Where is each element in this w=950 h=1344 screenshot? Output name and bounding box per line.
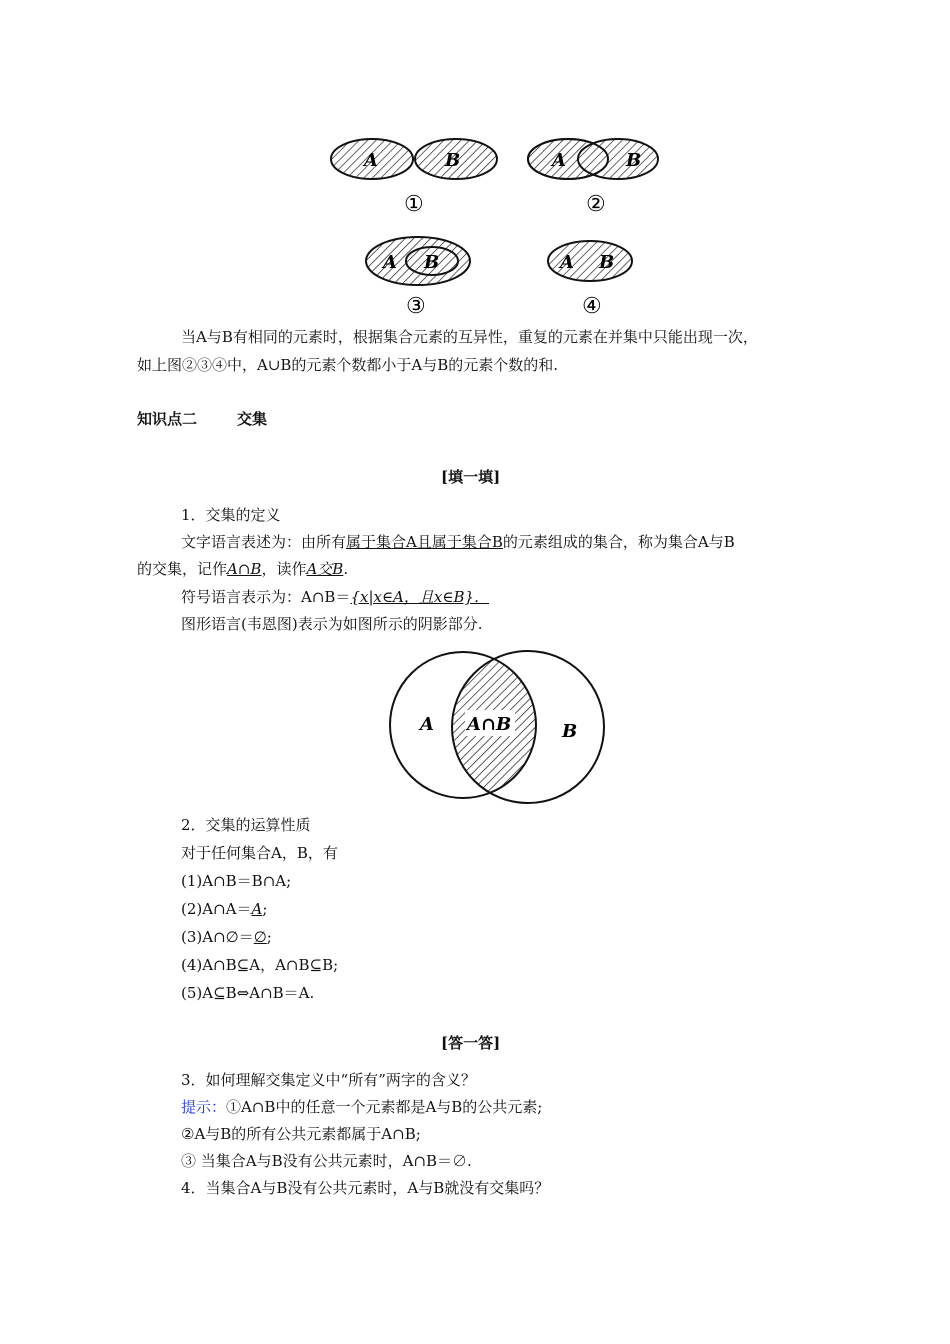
question-4: 4．当集合A与B没有公共元素时，A与B就没有交集吗？	[181, 1179, 550, 1197]
venn-disjoint	[331, 139, 497, 217]
venn3-label-a: A	[383, 252, 397, 273]
venn2-label-a: A	[552, 150, 566, 171]
venn4-label-a: A	[560, 252, 574, 273]
definition-line2-end: .	[343, 560, 349, 578]
hint-line2: ②A与B的所有公共元素都属于A∩B;	[181, 1125, 421, 1143]
definition-line2-mid: ，读作	[261, 560, 307, 578]
venn-label-intersection: A∩B	[467, 714, 512, 735]
definition-title: 1．交集的定义	[181, 506, 281, 524]
union-paragraph-line1: 当A与B有相同的元素时，根据集合元素的互异性，重复的元素在并集中只能出现一次，	[181, 328, 758, 346]
property-4: (4)A∩B⊆A，A∩B⊆B;	[181, 956, 339, 974]
fill-heading: [填一填]	[441, 468, 501, 486]
answer-notation: A∩B	[227, 560, 262, 578]
symbol-answer: {x|x∈A，且x∈B}．	[350, 588, 490, 606]
venn4-number: ④	[582, 294, 602, 319]
venn2-label-b: B	[626, 150, 642, 171]
properties-title: 2．交集的运算性质	[181, 816, 311, 834]
definition-answer-belongs: 属于集合A且属于集合B	[346, 533, 503, 551]
graph-language-line: 图形语言(韦恩图)表示为如图所示的阴影部分.	[181, 615, 483, 633]
section-title: 交集	[237, 410, 268, 428]
property-2-answer: A	[251, 900, 263, 918]
hint-text-1: ①A∩B中的任意一个元素都是A与B的公共元素;	[226, 1098, 543, 1116]
venn4-label-b: B	[599, 252, 615, 273]
venn2-number: ②	[586, 192, 606, 217]
definition-text-line2	[137, 559, 348, 579]
property-3-end: ;	[266, 928, 272, 946]
property-2-prefix: (2)A∩A＝	[181, 900, 252, 918]
union-paragraph-line2: 如上图②③④中，A∪B的元素个数都小于A与B的元素个数的和.	[137, 356, 559, 374]
property-3	[181, 927, 272, 947]
definition-text-line1	[181, 532, 735, 552]
property-3-answer: ∅	[253, 928, 267, 946]
venn1-label-a: A	[364, 150, 378, 171]
properties-intro: 对于任何集合A，B，有	[181, 844, 338, 862]
property-1: (1)A∩B＝B∩A;	[181, 872, 292, 890]
venn-label-b: B	[562, 721, 578, 742]
question-3: 3．如何理解交集定义中“所有”两字的含义？	[181, 1071, 476, 1089]
definition-prefix: 文字语言表述为：由所有	[181, 533, 347, 551]
venn-equal	[548, 241, 632, 319]
hint-label: 提示：	[181, 1098, 227, 1116]
venn-label-a: A	[420, 714, 434, 735]
venn3-label-b: B	[424, 252, 440, 273]
venn-overlap	[528, 139, 658, 217]
property-3-prefix: (3)A∩∅＝	[181, 928, 254, 946]
venn1-label-b: B	[445, 150, 461, 171]
venn1-number: ①	[404, 192, 424, 217]
answer-read: A交B	[306, 560, 344, 578]
definition-mid: 的元素组成的集合，称为集合A与B	[502, 533, 735, 551]
intersection-venn	[385, 648, 610, 808]
venn3-number: ③	[406, 294, 426, 319]
union-venn-figures	[320, 128, 680, 328]
hint-line1	[181, 1097, 542, 1117]
property-2-end: ;	[262, 900, 268, 918]
property-2	[181, 899, 267, 919]
answer-heading: [答一答]	[441, 1034, 501, 1052]
section-number: 知识点二	[137, 410, 198, 428]
symbol-prefix: 符号语言表示为：A∩B＝	[181, 588, 351, 606]
property-5: (5)A⊆B⇔A∩B＝A.	[181, 984, 315, 1002]
hint-line3: ③ 当集合A与B没有公共元素时，A∩B＝∅.	[181, 1152, 472, 1170]
definition-line2-prefix: 的交集，记作	[137, 560, 228, 578]
symbol-language-line	[181, 587, 489, 607]
venn-subset	[366, 237, 470, 319]
